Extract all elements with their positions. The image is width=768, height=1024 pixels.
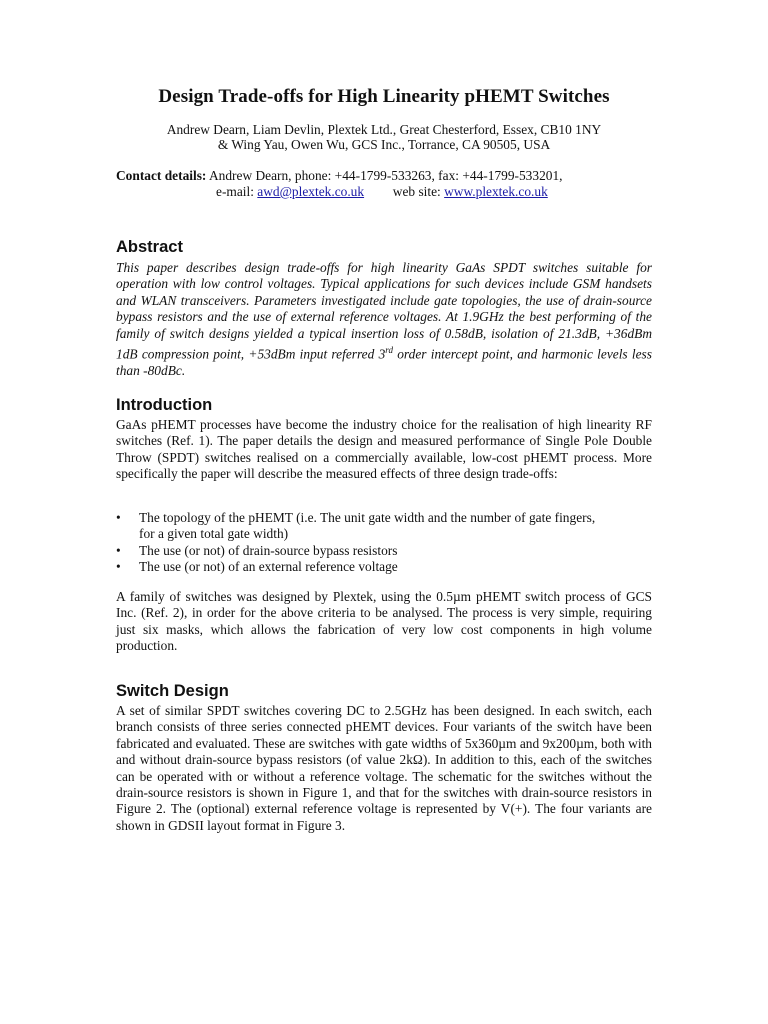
introduction-heading: Introduction [116, 396, 213, 414]
paper-title: Design Trade-offs for High Linearity pHEMT Switches [158, 86, 610, 107]
introduction-paragraph-2: A family of switches was designed by Plextek, using the 0.5µm pHEMT switch process of GCS Inc. (Ref. 2), in order for the above criteria to be analysed. The process is very simple, requiring just six masks, which allows the fabrication of very low cost components in high volume production. [116, 589, 652, 654]
email-link[interactable]: awd@plextek.co.uk [257, 184, 365, 199]
list-item: • The topology of the pHEMT (i.e. The unit gate width and the number of gate fingers, for a given total gate width) [116, 510, 596, 542]
bullet-symbol: • [116, 559, 121, 575]
website-link[interactable]: www.plextek.co.uk [444, 184, 548, 199]
abstract-text-end: order intercept point, and harmonic levels less than -80dBc. [116, 346, 652, 378]
list-item: • The use (or not) of drain-source bypass resistors [116, 542, 398, 558]
authors-line-1: Andrew Dearn, Liam Devlin, Plextek Ltd., Great Chesterford, Essex, CB10 1NY [166, 122, 602, 137]
contact-line-2 [116, 184, 563, 200]
switch-design-paragraph: A set of similar SPDT switches covering DC to 2.5GHz has been designed. In each switch, each branch consists of three series connected pHEMT devices. Four variants of the switch have been fabricated and evaluated. These are switches with gate widths of 5x360µm and 9x200µm, both with and without drain-source bypass resistors (of value 2kΩ). In addition to this, each of the switches can be operated with or without a reference voltage. The schematic for the switches without the drain-source resistors is shown in Figure 1, and that for the switches with drain-source resistors in Figure 2. The (optional) external reference voltage is represented by V(+). The four variants are shown in GDSII layout format in Figure 3. [116, 703, 652, 833]
contact-details [116, 168, 563, 200]
introduction-paragraph-1: GaAs pHEMT processes have become the industry choice for the realisation of high linearity RF switches (Ref. 1). The paper details the design and measured performance of Single Pole Double Throw (SPDT) switches realised on a commercially available, low-cost pHEMT process. More specifically the paper will describe the measured effects of three design trade-offs: [116, 417, 652, 482]
switch-design-heading: Switch Design [116, 682, 229, 700]
bullet-symbol: • [116, 542, 121, 558]
abstract-superscript: rd [385, 345, 393, 356]
contact-label: Contact details: [116, 168, 207, 183]
contact-line-1 [116, 168, 563, 184]
email-label: e-mail: [216, 184, 254, 199]
design-tradeoff-list [116, 510, 656, 576]
website-label: web site: [392, 184, 441, 199]
author-block [0, 122, 768, 152]
contact-phone-fax: Andrew Dearn, phone: +44-1799-533263, fax: +44-1799-533201, [208, 168, 563, 183]
authors-line-2: & Wing Yau, Owen Wu, GCS Inc., Torrance, CA 90505, USA [217, 137, 551, 152]
bullet-symbol: • [116, 510, 121, 525]
abstract-text: This paper describes design trade-offs for high linearity GaAs SPDT switches suitable for operation with low control voltages. Typical applications for such devices include GSM handsets and WLAN transceivers. Parameters investigated include gate topologies, the use of drain-source bypass resistors and the use of external reference voltages. At 1.9GHz the best performing of the family of switch designs yielded a typical insertion loss of 0.58dB, isolation of 21.3dB, +36dBm 1dB compression point, +53dBm input referred 3 [116, 260, 652, 362]
list-item: • The use (or not) of an external reference voltage [116, 559, 398, 575]
abstract-heading: Abstract [116, 238, 183, 256]
abstract-body [116, 260, 652, 379]
